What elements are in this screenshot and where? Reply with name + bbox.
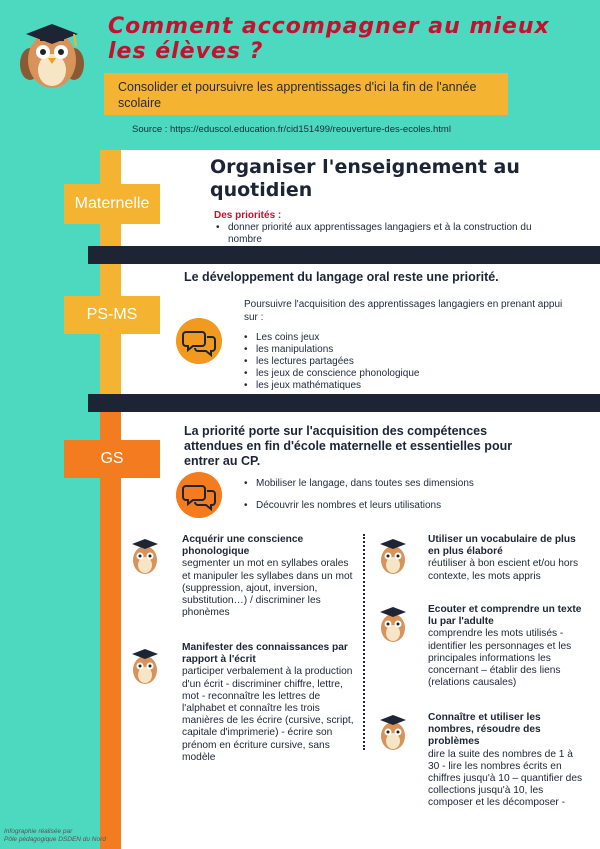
skill-title: Ecouter et comprendre un texte lu par l'adulte <box>428 604 582 628</box>
mini-owl-icon <box>128 646 162 686</box>
ps-ms-list <box>244 332 564 392</box>
skill-title: Connaître et utiliser les nombres, résoudre des problèmes <box>428 712 541 748</box>
skill-title: Acquérir une conscience phonologique <box>182 534 304 558</box>
mini-owl-icon <box>376 536 410 576</box>
list-item: • donner priorité aux apprentissages langagiers et à la construction du nombre <box>216 222 546 246</box>
skill-item <box>428 712 584 810</box>
list-item: • Découvrir les nombres et leurs utilisations <box>244 500 574 512</box>
skill-text: participer verbalement à la production d'un écrit - discriminer chiffre, lettre, mot - reconnaître les lettres de l'alphabet et connaître les trois manières de les écrire (cursive, script, capitale d'imprimerie) - écrire son prénom en écriture cursive, sans modèle <box>182 666 354 763</box>
skill-text: comprendre les mots utilisés - identifier les personnages et les principales informations les concernant – établir des liens (relations causales) <box>428 628 572 689</box>
skill-item <box>182 642 354 764</box>
chat-bubbles-icon <box>176 472 222 518</box>
credit-note <box>4 828 124 843</box>
chat-bubbles-icon <box>176 318 222 364</box>
skill-item <box>428 534 584 583</box>
gs-heading: La priorité porte sur l'acquisition des compétences attendues en fin d'école maternelle et essentielles pour entrer au CP. <box>184 424 513 468</box>
skill-title: Utiliser un vocabulaire de plus en plus élaboré <box>428 534 576 558</box>
tag-ps-ms: PS-MS <box>64 296 160 334</box>
owl-mascot-icon <box>12 14 92 90</box>
list-item: • Les coins jeux <box>244 332 564 344</box>
list-item: • Mobiliser le langage, dans toutes ses dimensions <box>244 478 574 490</box>
left-band <box>0 150 100 849</box>
tag-gs: GS <box>64 440 160 478</box>
source-link[interactable]: Source : https://eduscol.education.fr/cid151499/reouverture-des-ecoles.html <box>132 124 451 135</box>
mini-owl-icon <box>128 536 162 576</box>
page-title: Comment accompagner au mieux les élèves ? <box>108 14 550 64</box>
skill-item <box>182 534 354 619</box>
priorities-label: Des priorités : <box>214 210 282 221</box>
subtitle-box: Consolider et poursuivre les apprentissages d'ici la fin de l'année scolaire <box>104 73 508 115</box>
ps-ms-heading: Le développement du langage oral reste une priorité. <box>184 270 499 284</box>
skill-title: Manifester des connaissances par rapport à l'écrit <box>182 642 348 666</box>
ps-ms-intro: Poursuivre l'acquisition des apprentissages langagiers en prenant appui sur : <box>244 299 563 323</box>
section-title: Organiser l'enseignement au quotidien <box>210 156 520 201</box>
list-item: • les manipulations <box>244 344 564 356</box>
divider <box>88 246 600 264</box>
column-separator <box>363 534 365 750</box>
gs-list <box>244 478 574 522</box>
list-item: • les jeux mathématiques <box>244 380 564 392</box>
mini-owl-icon <box>376 712 410 752</box>
tag-maternelle: Maternelle <box>64 184 160 224</box>
list-item: • les jeux de conscience phonologique <box>244 368 564 380</box>
credit-line: Infographie réalisée par <box>4 828 73 835</box>
skill-text: segmenter un mot en syllabes orales et manipuler les syllabes dans un mot (suppression, ajout, inversion, substitution…) / discriminer les phonèmes <box>182 558 353 619</box>
divider <box>88 394 600 412</box>
skill-text: réutiliser à bon escient et/ou hors contexte, les mots appris <box>428 558 579 582</box>
skill-text: dire la suite des nombres de 1 à 30 - lire les nombres écrits en chiffres jusqu'à 10 – quantifier des collections jusqu'à 10, les composer et les décomposer - <box>428 748 583 809</box>
mini-owl-icon <box>376 604 410 644</box>
credit-line: Pôle pédagogique DSDEN du Nord <box>4 835 106 843</box>
list-item: • les lectures partagées <box>244 356 564 368</box>
priorities-list <box>216 222 546 246</box>
skill-item <box>428 604 584 689</box>
